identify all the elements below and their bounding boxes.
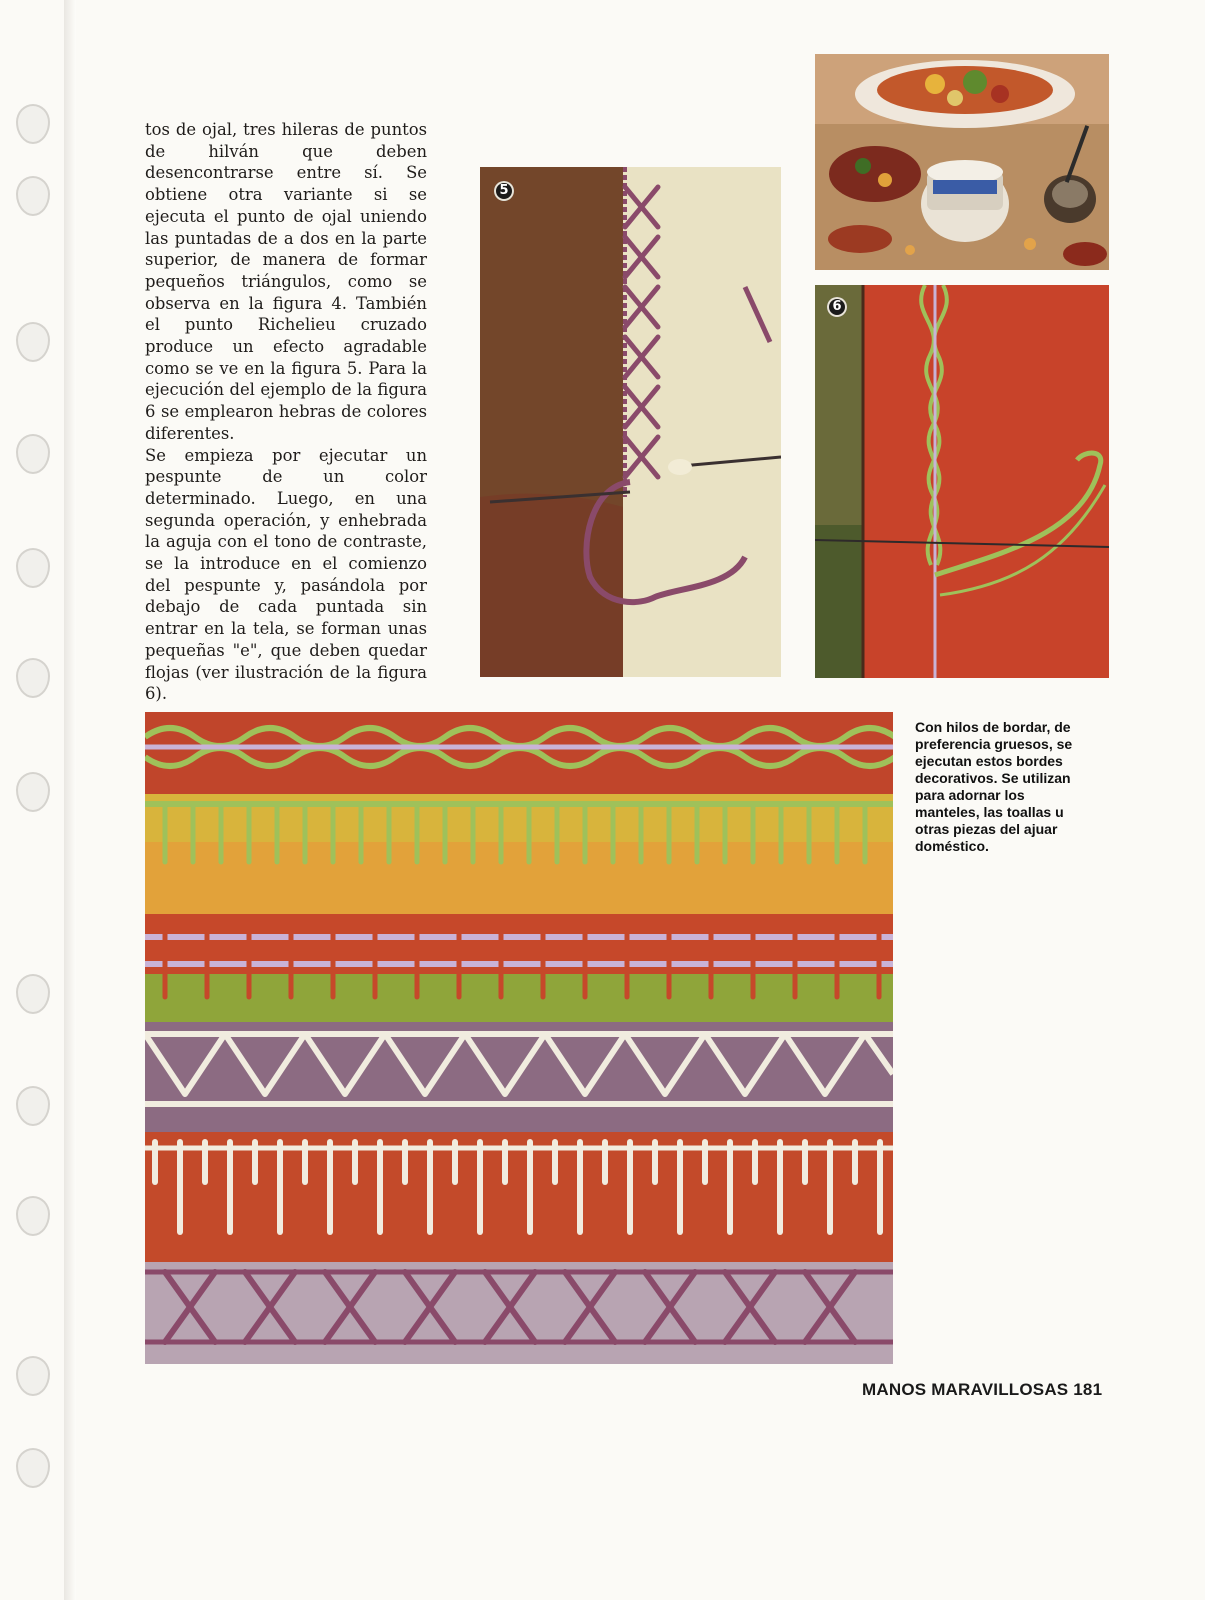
- binder-hole: [16, 434, 50, 474]
- page-footer: MANOS MARAVILLOSAS 181: [862, 1380, 1103, 1399]
- food-photo: [815, 54, 1109, 270]
- binder-hole: [16, 104, 50, 144]
- binder-hole: [16, 322, 50, 362]
- article-text: [145, 119, 427, 705]
- figure-5-badge: 5: [494, 181, 514, 201]
- figure-6-badge: 6: [827, 297, 847, 317]
- binder-hole: [16, 1196, 50, 1236]
- article-paragraph-2: Se empieza por ejecutar un pespunte de un color determinado. Luego, en una segunda operación, y enhebrada la aguja con el tono de contraste, se la introduce en el comienzo del pespunte y, pasándola por debajo de cada puntada sin entrar en la tela, se forman unas pequeñas "e", que deben quedar flojas (ver ilustración de la figura 6).: [145, 445, 427, 704]
- binder-hole: [16, 1086, 50, 1126]
- binder-hole: [16, 1356, 50, 1396]
- binder-hole: [16, 1448, 50, 1488]
- sleeve-edge: [64, 0, 76, 1600]
- binder-hole: [16, 974, 50, 1014]
- photo-caption: Con hilos de bordar, de preferencia gruesos, se ejecutan estos bordes decorativos. Se utilizan para adornar los manteles, las toallas u otras piezas del ajuar doméstico.: [915, 719, 1073, 854]
- binder-hole: [16, 176, 50, 216]
- figure-5-photo: [480, 167, 781, 677]
- binder-hole: [16, 548, 50, 588]
- binder-hole: [16, 658, 50, 698]
- decorative-borders-photo: [145, 712, 893, 1364]
- figure-6-photo: [815, 285, 1109, 678]
- binder-hole: [16, 772, 50, 812]
- article-paragraph-1: tos de ojal, tres hileras de puntos de hilván que deben desencontrarse entre sí. Se obtiene otra variante si se ejecuta el punto de ojal uniendo las puntadas de a dos en la parte superior, de manera de formar pequeños triángulos, como se observa en la figura 4. También el punto Richelieu cruzado produce un efecto agradable como se ve en la figura 5. Para la ejecución del ejemplo de la figura 6 se emplearon hebras de colores diferentes.: [145, 120, 427, 443]
